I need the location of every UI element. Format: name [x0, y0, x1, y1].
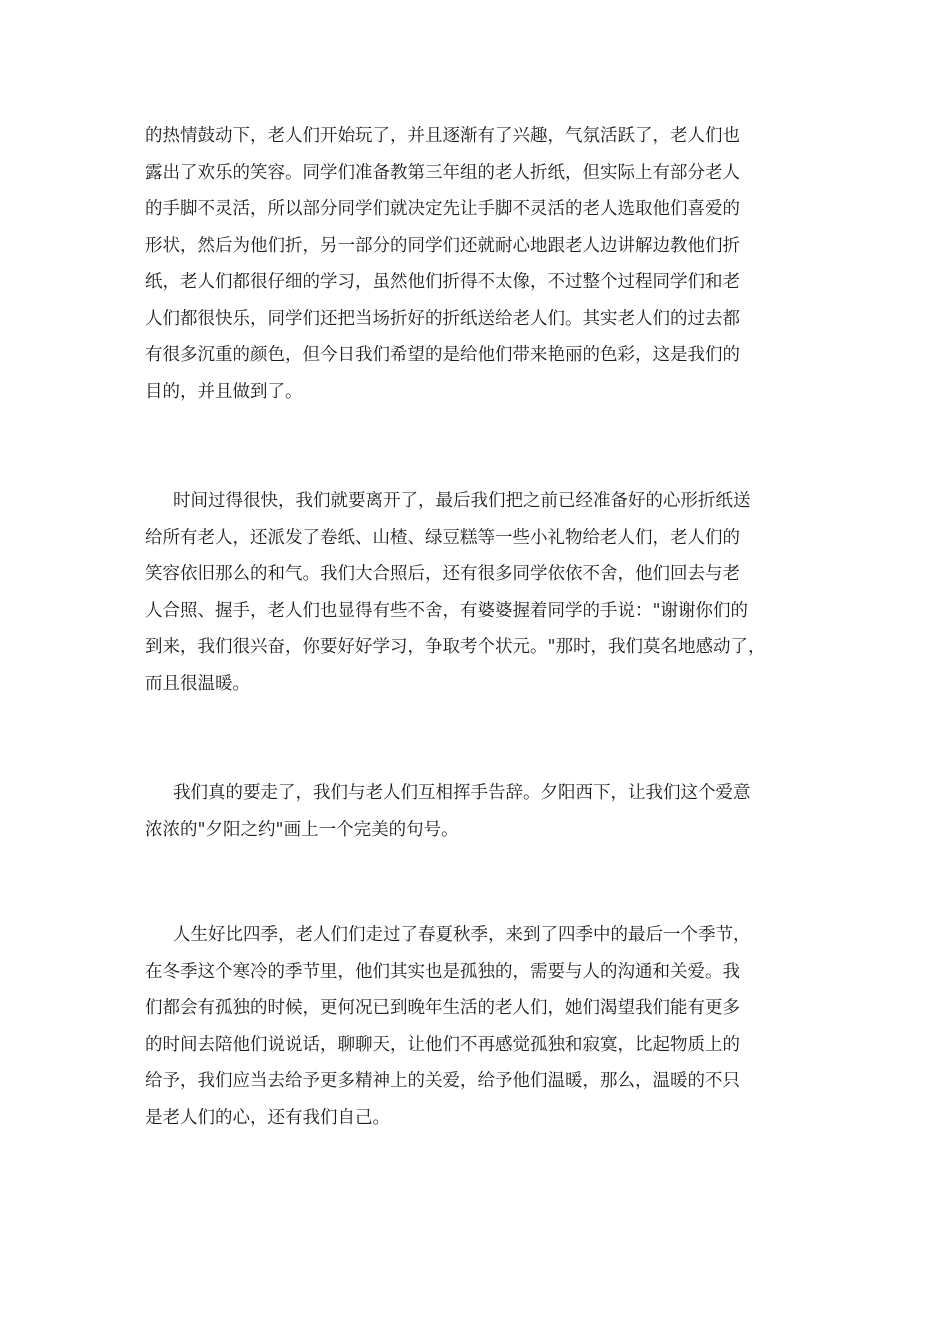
text-line: 的时间去陪他们说说话，聊聊天，让他们不再感觉孤独和寂寞，比起物质上的 [145, 1034, 740, 1055]
text-line: 的手脚不灵活，所以部分同学们就决定先让手脚不灵活的老人选取他们喜爱的 [145, 199, 740, 219]
text-line: 们都会有孤独的时候，更何况已到晚年生活的老人们，她们渴望我们能有更多 [145, 998, 740, 1018]
text-line: 在冬季这个寒冷的季节里，他们其实也是孤独的，需要与人的沟通和关爱。我 [145, 961, 740, 982]
text-line: 目的，并且做到了。 [145, 381, 303, 402]
text-line: 我们真的要走了，我们与老人们互相挥手告辞。夕阳西下，让我们这个爱意 [173, 783, 751, 803]
paragraph-reflection [145, 917, 815, 1136]
text-line: 人生好比四季，老人们们走过了春夏秋季，来到了四季中的最后一个季节， [173, 925, 751, 945]
text-line: 是老人们的心，还有我们自己。 [145, 1107, 390, 1128]
text-line: 时间过得很快，我们就要离开了，最后我们把之前已经准备好的心形折纸送 [173, 491, 751, 511]
text-line: 纸，老人们都很仔细的学习，虽然他们折得不太像，不过整个过程同学们和老 [145, 272, 740, 292]
text-line: 人们都很快乐，同学们还把当场折好的折纸送给老人们。其实老人们的过去都 [145, 308, 740, 329]
text-line: 浓浓的"夕阳之约"画上一个完美的句号。 [145, 819, 459, 840]
text-line: 给予，我们应当去给予更多精神上的关爱，给予他们温暖，那么，温暖的不只 [145, 1071, 740, 1091]
text-line: 给所有老人，还派发了卷纸、山楂、绿豆糕等一些小礼物给老人们，老人们的 [145, 527, 740, 548]
text-line: 有很多沉重的颜色，但今日我们希望的是给他们带来艳丽的色彩，这是我们的 [145, 345, 740, 365]
paragraph-goodbye [145, 775, 815, 848]
text-line: 形状，然后为他们折，另一部分的同学们还就耐心地跟老人边讲解边教他们折 [145, 235, 740, 256]
text-line: 笑容依旧那么的和气。我们大合照后，还有很多同学依依不舍，他们回去与老 [145, 564, 740, 584]
text-line: 人合照、握手，老人们也显得有些不舍，有婆婆握着同学的手说："谢谢你们的 [145, 600, 749, 621]
paragraph-farewell-gifts [145, 483, 815, 702]
text-line: 到来，我们很兴奋，你要好好学习，争取考个状元。"那时，我们莫名地感动了， [145, 637, 766, 657]
text-line: 露出了欢乐的笑容。同学们准备教第三年组的老人折纸，但实际上有部分老人 [145, 162, 740, 183]
text-line: 的热情鼓动下，老人们开始玩了，并且逐渐有了兴趣，气氛活跃了，老人们也 [145, 126, 740, 146]
paragraph-origami-activity [145, 118, 815, 410]
text-line: 而且很温暖。 [145, 673, 250, 694]
